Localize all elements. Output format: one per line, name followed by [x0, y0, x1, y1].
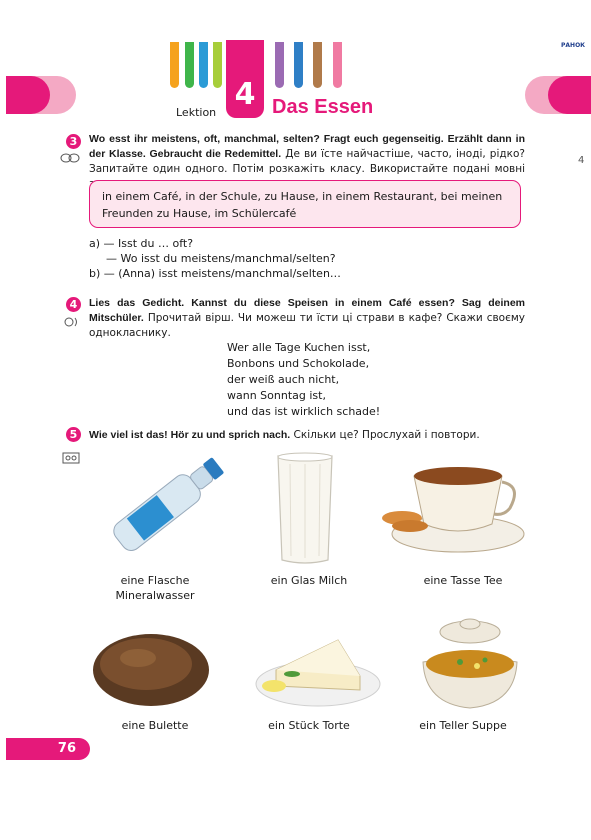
caption-line: eine Flasche — [120, 574, 190, 587]
poem-line: und das ist wirklich schade! — [227, 405, 381, 418]
color-strip — [213, 42, 222, 88]
lesson-number: 4 — [226, 40, 264, 118]
dialog-line: b) — (Anna) isst meistens/manchmal/selten… — [89, 267, 341, 280]
color-strip — [275, 42, 284, 88]
tea-cup-image — [380, 462, 526, 557]
water-bottle-image — [88, 452, 238, 564]
item-caption — [80, 718, 230, 733]
caption-line: Mineralwasser — [115, 589, 195, 602]
color-strip — [170, 42, 179, 88]
color-strip — [185, 42, 194, 88]
item-caption — [388, 718, 538, 733]
chapter-title: Das Essen — [272, 96, 374, 118]
task-german: Wie viel ist das! Hör zu und sprich nach. — [89, 429, 291, 441]
dialog-line: — Wo isst du meistens/manchmal/selten? — [106, 252, 336, 265]
task-ukrainian: Прочитай вірш. Чи можеш ти їсти ці страви в кафе? Скажи своєму однокласнику. — [89, 312, 526, 339]
caption-line: ein Stück Torte — [268, 719, 350, 732]
exercise-number: 3 — [66, 134, 81, 149]
task-ukrainian: Скільки це? Прослухай і повтори. — [293, 429, 480, 441]
color-strip — [294, 42, 303, 88]
exercise-number: 5 — [66, 427, 81, 442]
poem — [227, 340, 380, 420]
color-strip — [313, 42, 322, 88]
task-german: Wo esst ihr meistens, oft, manchmal, selten? Fragt euch gegenseitig. Erzählt dann in der Klasse. Gebraucht die Redemittel. — [89, 133, 525, 160]
redemittel-box: in einem Café, in der Schule, zu Hause, in einem Restaurant, bei meinen Freunden zu Hause, im Schülercafé — [89, 180, 521, 228]
exercise-5-task — [89, 428, 525, 443]
item-caption — [234, 718, 384, 733]
poem-line: wann Sonntag ist, — [227, 389, 326, 402]
caption-line: eine Bulette — [121, 719, 189, 732]
exercise-4-task — [89, 296, 525, 341]
caption-line: ein Glas Milch — [270, 574, 348, 587]
color-strip — [199, 42, 208, 88]
poem-line: der weiß auch nicht, — [227, 373, 340, 386]
dialog-icon — [60, 152, 80, 167]
item-caption — [388, 573, 538, 588]
cake-slice-image — [252, 630, 382, 710]
item-caption — [80, 573, 230, 603]
soup-bowl-image — [415, 610, 525, 715]
caption-line: eine Tasse Tee — [423, 574, 503, 587]
poem-line: Wer alle Tage Kuchen isst, — [227, 341, 371, 354]
task-german: Lies das Gedicht. Kannst du diese Speisen in einem Café essen? Sag deinem Mitschüler. — [89, 297, 525, 324]
task-ukrainian: Де ви їсте найчастіше, часто, іноді, рідко? Запитайте один одного. Потім розкажіть класу. Використайте подані мовні — [89, 148, 525, 175]
lesson-label: Lektion — [176, 106, 217, 119]
item-caption — [234, 573, 384, 588]
meat-patty-image — [90, 630, 212, 710]
publisher-logo: РАНОК — [561, 42, 586, 49]
dialog-line: a) — Isst du … oft? — [89, 237, 194, 250]
speak-icon — [64, 316, 80, 331]
milk-glass-image — [270, 452, 340, 567]
cassette-icon — [62, 452, 80, 467]
exercise-number: 4 — [66, 297, 81, 312]
header-band-right-accent — [548, 76, 591, 114]
page-number: 76 — [6, 738, 90, 760]
side-mark: 4 — [578, 155, 585, 166]
poem-line: Bonbons und Schokolade, — [227, 357, 370, 370]
color-strip — [333, 42, 342, 88]
header-band-left-accent — [6, 76, 50, 114]
caption-line: ein Teller Suppe — [419, 719, 507, 732]
